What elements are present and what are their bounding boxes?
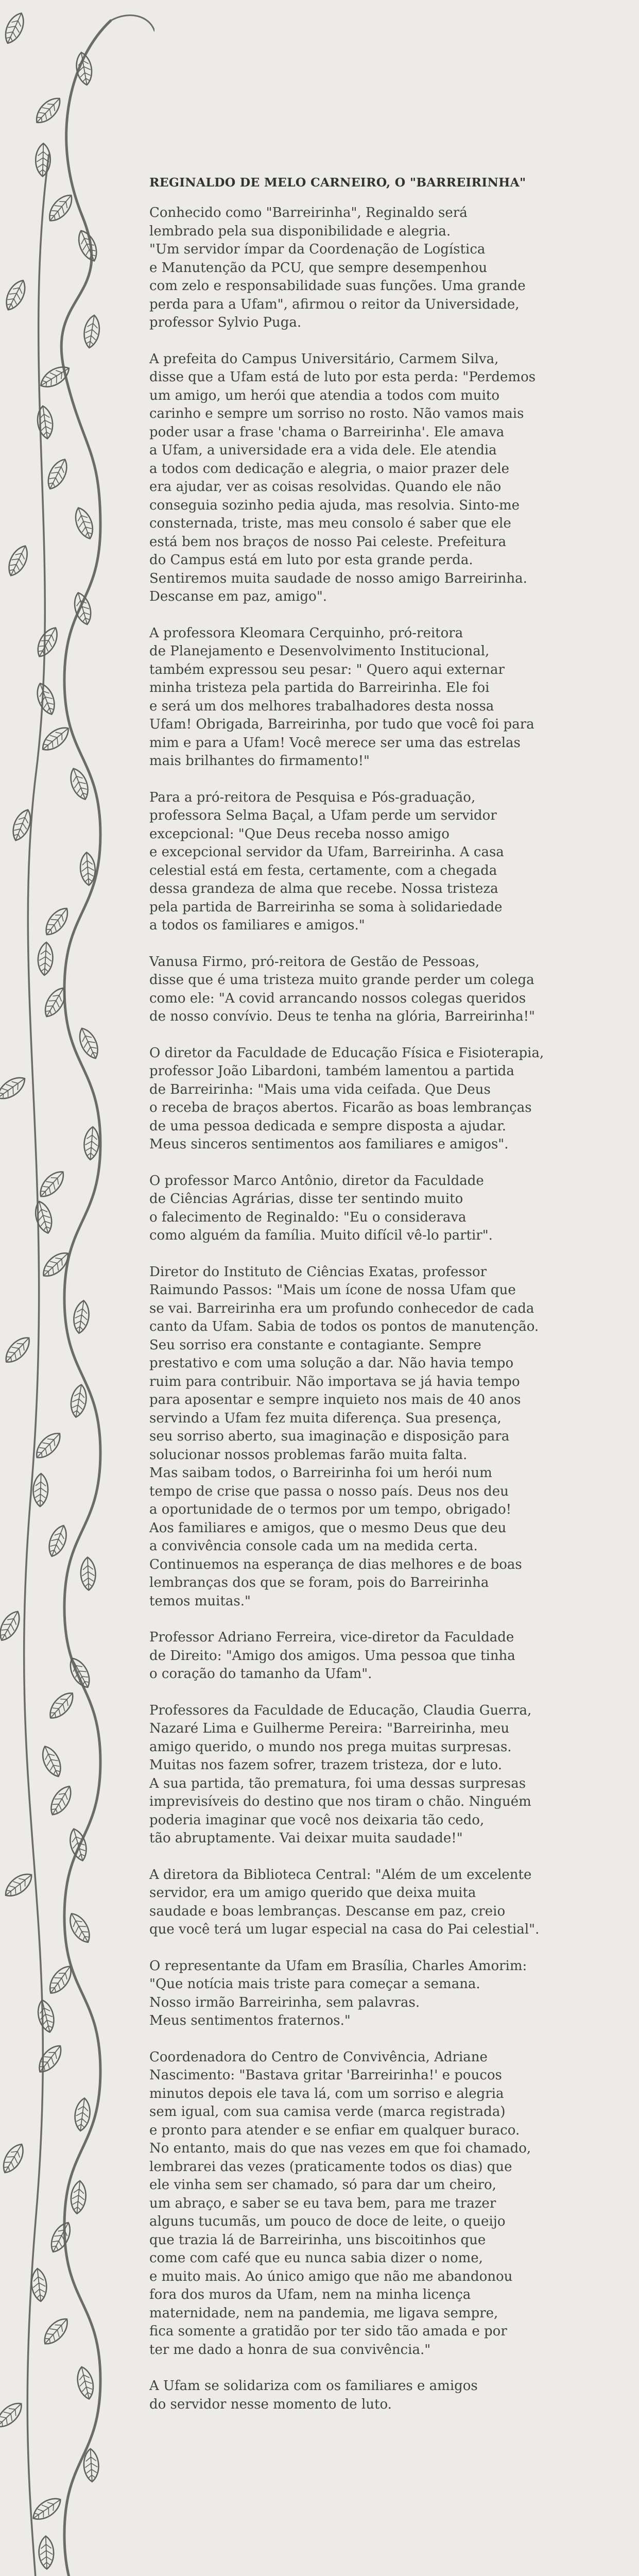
leaf-icon bbox=[72, 505, 97, 541]
leaf-icon bbox=[38, 1743, 65, 1780]
leaf-icon bbox=[39, 2536, 55, 2569]
leaf-icon bbox=[37, 942, 54, 976]
article-paragraph: A Ufam se solidariza com os familiares e amigos do servidor nesse momento de luto. bbox=[149, 2378, 478, 2412]
leaf-icon bbox=[1, 1869, 36, 1901]
vine-leaves-icon bbox=[0, 0, 154, 2576]
leaf-icon bbox=[34, 2041, 66, 2076]
leaf-icon bbox=[68, 1383, 89, 1418]
article-paragraph: A prefeita do Campus Universitário, Carmem Silva, disse que a Ufam está de luto por esta perda: "Perdemos um amigo, um herói que atendia a todos com muito carinho e sempre um sorriso no rosto. Não vamos mais poder usar a frase 'chama o Barreirinha'. Ele amava a Ufam, a universidade era a vida dele. Ele atendia a todos com dedicação e alegria, o maior prazer dele era ajudar, ver as coisas resolvidas. Quando ele não conseguia sozinho pedia ajuda, mas resolvia. Sinto-me consternada, triste, mas meu consolo é saber que ele está bem nos braços de nosso Pai celeste. Prefeitura do Campus está em luto por esta grande perda. Sentiremos muita saudade de nosso amigo Barreirinha. Descanse em paz, amigo". bbox=[149, 351, 536, 604]
leaf-icon bbox=[44, 191, 77, 225]
leaf-icon bbox=[0, 2141, 28, 2177]
leaf-icon bbox=[45, 1688, 78, 1723]
leaf-icon bbox=[0, 2398, 26, 2432]
article-paragraph: O diretor da Faculdade de Educação Física e Fisioterapia, professor João Libardoni, também lamentou a partida de Barreirinha: "Mais uma vida ceifada. Que Deus o receba de braços abertos. Ficarão as boas lembranças de uma pessoa dedicada e sempre disposta a ajudar. Meus sinceros sentimentos aos familiares e amigos". bbox=[149, 1045, 544, 1152]
leaf-icon bbox=[32, 1199, 55, 1235]
leaf-icon bbox=[36, 1167, 68, 1201]
leaf-icon bbox=[33, 624, 62, 660]
leaf-icon bbox=[80, 1557, 96, 1590]
leaf-icon bbox=[35, 1998, 57, 2034]
leaf-icon bbox=[83, 1126, 100, 1160]
leaf-icon bbox=[30, 2268, 48, 2302]
leaf-icon bbox=[4, 543, 32, 579]
article-paragraph: Professores da Faculdade de Educação, Claudia Guerra, Nazaré Lima e Guilherme Pereira: "Barreirinha, meu amigo querido, o mundo nos prega muitas surpresas. Muitas nos fazem sofrer, trazem tristeza, dor e luto. A sua partida, tão prematura, foi uma dessas surpresas imprevisíveis do destino que nos tiram o chão. Ninguém poderia imaginar que você nos deixaria tão cedo, tão abruptamente. Vai deixar muita saudade!" bbox=[149, 1702, 532, 1846]
leaf-icon bbox=[40, 2314, 73, 2349]
article-paragraph: A diretora da Biblioteca Central: "Além de um excelente servidor, era um amigo querido que deixa muita saudade e boas lembranças. Descanse em paz, creio que você terá um lugar especial na casa do Pai celestial". bbox=[149, 1867, 540, 1937]
leaf-icon bbox=[74, 228, 101, 264]
leaf-icon bbox=[38, 723, 73, 755]
leaf-icon bbox=[2, 277, 29, 313]
leaf-icon bbox=[31, 1429, 65, 1463]
vine-stem bbox=[111, 15, 154, 31]
leaf-icon bbox=[65, 1655, 94, 1691]
leaf-icon bbox=[36, 405, 55, 439]
leaf-icon bbox=[43, 456, 71, 492]
article-paragraph: Professor Adriano Ferreira, vice-diretor da Faculdade de Direito: "Amigo dos amigos. Uma pessoa que tinha o coração do tamanho da Ufam". bbox=[149, 1630, 515, 1682]
leaf-icon bbox=[33, 1473, 48, 1507]
leaf-icon bbox=[75, 2365, 96, 2401]
leaf-icon bbox=[33, 681, 59, 717]
leaf-icon bbox=[73, 2097, 92, 2132]
leaf-icon bbox=[29, 2494, 65, 2524]
leaf-icon bbox=[31, 93, 65, 127]
article-paragraph: O professor Marco Antônio, diretor da Faculdade de Ciências Agrárias, disse ter sentindo muito o falecimento de Reginaldo: "Eu o considerava como alguém da família. Muito difícil vê-lo partir". bbox=[149, 1173, 493, 1243]
article-paragraph: Para a pró-reitora de Pesquisa e Pós-graduação, professora Selma Baçal, a Ufam perde um servidor excepcional: "Que Deus receba nosso amigo e excepcional servidor da Ufam, Barreirinha. A casa celestial está em festa, certamente, com a chegada dessa grandeza de alma que recebe. Nossa tristeza pela partida de Barreirinha se soma à solidariedade a todos os familiares e amigos." bbox=[149, 789, 504, 933]
article-paragraph: Conhecido como "Barreirinha", Reginaldo será lembrado pela sua disponibilidade e alegria. "Um servidor ímpar da Coordenação de Logística e Manutenção da PCU, que sempre desempenhou com zelo e responsabilidade suas funções. Uma grande perda para a Ufam", afirmou o reitor da Universidade, professor Sylvio Puga. bbox=[149, 205, 526, 330]
article-title: REGINALDO DE MELO CARNEIRO, O "BARREIRINHA" bbox=[149, 175, 526, 190]
leaf-icon bbox=[82, 314, 101, 349]
leaf-icon bbox=[41, 904, 73, 939]
article-paragraph: Coordenadora do Centro de Convivência, Adriane Nascimento: "Bastava gritar 'Barreirinha!' e poucos minutos depois ele tava lá, com um sorriso e alegria sem igual, com sua camisa verde (marca registrada) e pronto para atender e se enfiar em qualquer buraco. No entanto, mais do que nas vezes em que foi chamado, lembrarei das vezes (praticamente todos os dias) que ele vinha sem ser chamado, só para dar um cheiro, um abraço, e saber se eu tava bem, para me trazer alguns tucumãs, um pouco de doce de leite, o queijo que trazia lá de Barreirinha, uns biscoitinhos que come com café que eu nunca sabia dizer o nome, e muito mais. Ao único amigo que não me abandonou fora dos muros da Ufam, nem na minha licença maternidade, nem na pandemia, me ligava sempre, fica somente a gratidão por ter sido tão amada e por ter me dado a honra de sua convivência." bbox=[149, 2049, 531, 2358]
leaf-icon bbox=[70, 2180, 87, 2214]
leaf-icon bbox=[46, 1783, 76, 1819]
leaf-icon bbox=[65, 1910, 95, 1946]
leaf-icon bbox=[0, 1608, 24, 1644]
leaf-icon bbox=[1, 10, 28, 46]
leaf-icon bbox=[45, 1523, 71, 1559]
article-paragraph: Diretor do Instituto de Ciências Exatas, professor Raimundo Passos: "Mais um ícone de nossa Ufam que se vai. Barreirinha era um profundo conhecedor de cada canto da Ufam. Sabia de todos os pontos de manutenção. Seu sorriso era constante e contagiante. Sempre prestativo e com uma solução a dar. Não havia tempo ruim para contribuir. Não importava se já havia tempo para aposentar e sempre inquieto nos mais de 40 anos servindo a Ufam fez muita diferença. Sua presença, seu sorriso aberto, sua imaginação e disposição para solucionar nossos problemas farão muita falta. Mas saibam todos, o Barreirinha foi um herói num tempo de crise que passa o nosso país. Deus nos deu a oportunidade de o termos por um tempo, obrigado! Aos familiares e amigos, que o mesmo Deus que deu a convivência console cada um na medida certa. Continuemos na esperança de dias melhores e de boas lembranças dos que se foram, pois do Barreirinha temos muitas." bbox=[149, 1264, 539, 1609]
article bbox=[149, 175, 602, 2432]
leaf-icon bbox=[75, 1025, 102, 1061]
article-paragraph: O representante da Ufam em Brasília, Charles Amorim: "Que notícia mais triste para começar a semana. Nosso irmão Barreirinha, sem palavras. Meus sentimentos fraternos." bbox=[149, 1958, 527, 2028]
article-paragraph: A professora Kleomara Cerquinho, pró-reitora de Planejamento e Desenvolvimento Institucional, também expressou seu pesar: " Quero aqui externar minha tristeza pela partida do Barreirinha. Ele foi e será um dos melhores trabalhadores desta nossa Ufam! Obrigada, Barreirinha, por tudo que você foi para mim e para a Ufam! Você merece ser uma das estrelas mais brilhantes do firmamento!" bbox=[149, 625, 534, 769]
leaf-icon bbox=[0, 1073, 29, 1104]
vine-stem bbox=[24, 155, 49, 2576]
leaf-icon bbox=[46, 2219, 75, 2256]
leaf-icon bbox=[72, 1299, 91, 1334]
article-paragraph: Vanusa Firmo, pró-reitora de Gestão de Pessoas, disse que é uma tristeza muito grande perder um colega como ele: "A covid arrancando nossos colegas queridos de nosso convívio. Deus te tenha na glória, Barreirinha!" bbox=[149, 954, 535, 1024]
leaf-icon bbox=[1, 1333, 34, 1367]
